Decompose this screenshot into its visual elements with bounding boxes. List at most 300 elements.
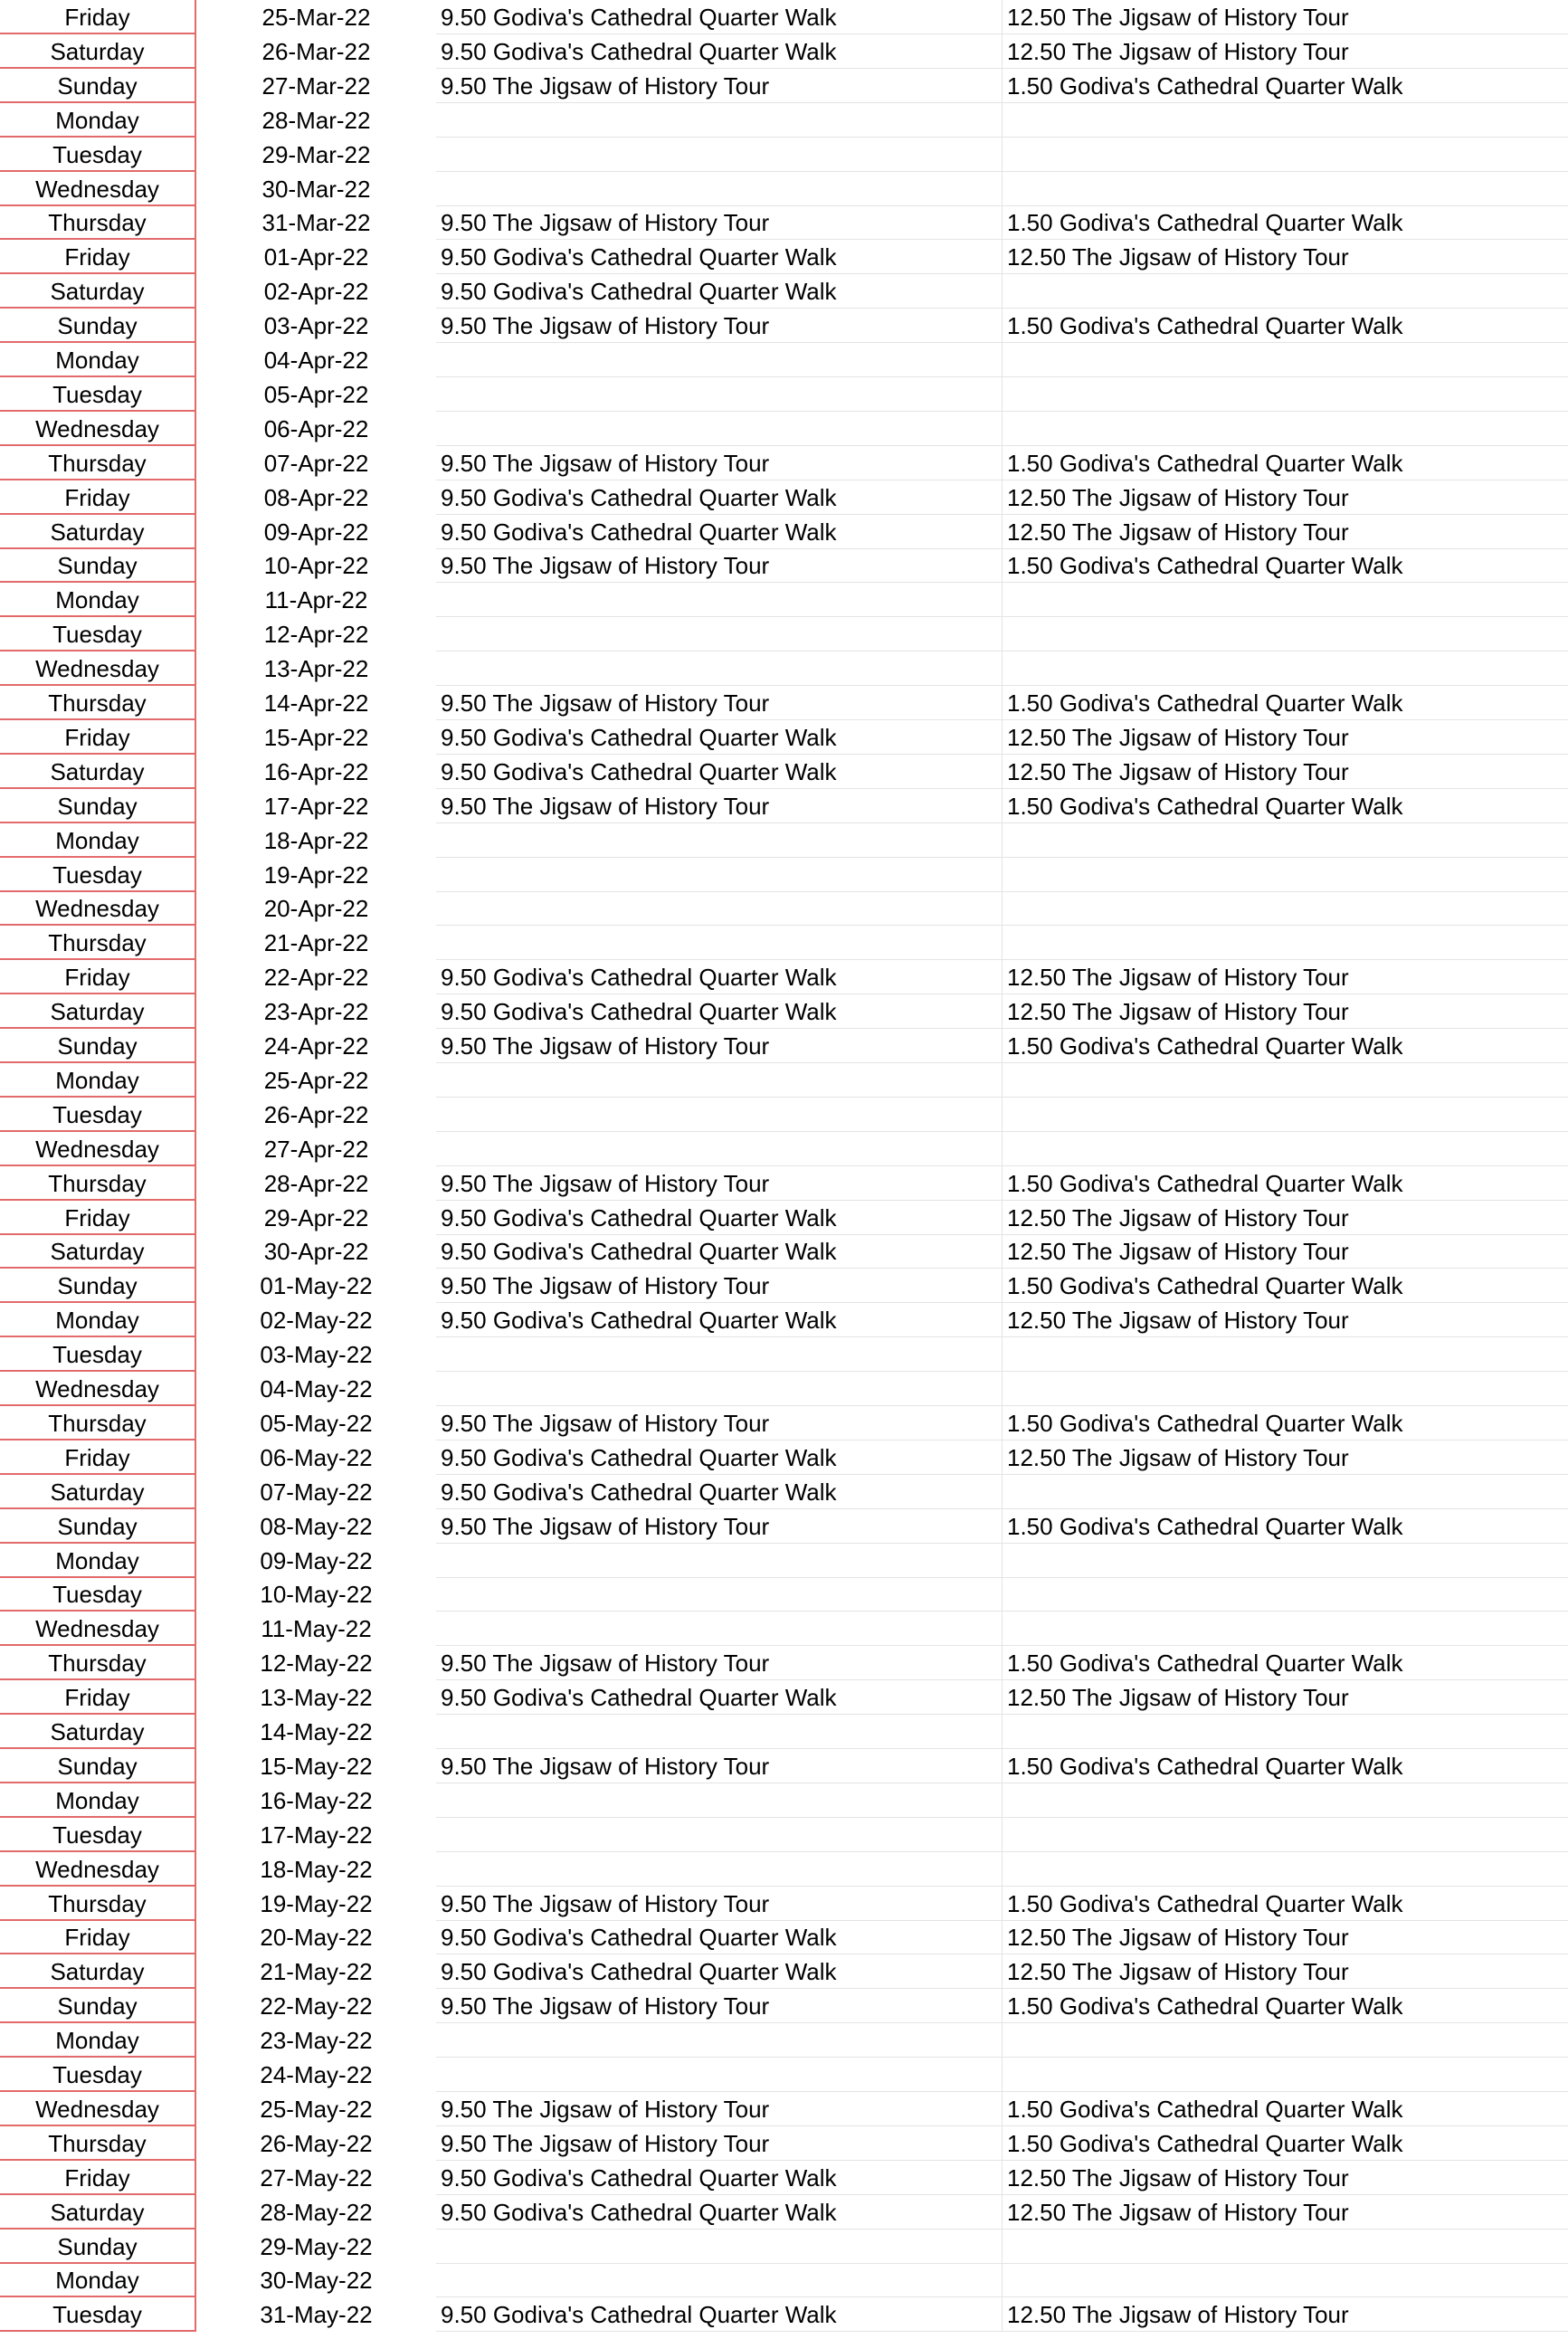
afternoon-tour-cell[interactable] bbox=[1002, 103, 1568, 138]
date-cell[interactable]: 12-May-22 bbox=[260, 1650, 373, 1677]
afternoon-tour-cell[interactable] bbox=[1002, 2263, 1568, 2297]
afternoon-tour-cell[interactable]: 12.50 The Jigsaw of History Tour bbox=[1002, 1201, 1568, 1235]
day-cell[interactable]: Thursday bbox=[0, 1646, 196, 1680]
table-row bbox=[0, 1029, 1568, 1063]
date-cell[interactable]: 17-May-22 bbox=[260, 1821, 373, 1849]
afternoon-tour-cell[interactable]: 1.50 Godiva's Cathedral Quarter Walk bbox=[1002, 1166, 1568, 1201]
afternoon-tour-cell[interactable] bbox=[1002, 1475, 1568, 1509]
morning-tour-cell[interactable] bbox=[436, 1098, 1002, 1132]
table-row bbox=[0, 412, 1568, 446]
table-row bbox=[0, 1612, 1568, 1646]
date-cell[interactable]: 31-May-22 bbox=[260, 2301, 373, 2328]
day-cell[interactable]: Tuesday bbox=[0, 617, 196, 651]
afternoon-tour-cell[interactable]: 1.50 Godiva's Cathedral Quarter Walk bbox=[1002, 1646, 1568, 1680]
afternoon-tour-cell[interactable]: 12.50 The Jigsaw of History Tour bbox=[1002, 1920, 1568, 1954]
date-cell[interactable]: 17-Apr-22 bbox=[263, 793, 369, 820]
day-cell[interactable]: Monday bbox=[0, 1783, 196, 1818]
table-row bbox=[0, 686, 1568, 720]
morning-tour-cell[interactable]: 9.50 The Jigsaw of History Tour bbox=[436, 548, 1002, 583]
morning-tour-cell[interactable]: 9.50 Godiva's Cathedral Quarter Walk bbox=[436, 2195, 1002, 2230]
date-cell[interactable]: 20-Apr-22 bbox=[263, 895, 369, 922]
date-cell[interactable]: 29-Mar-22 bbox=[261, 141, 371, 168]
date-cell[interactable]: 16-Apr-22 bbox=[263, 758, 369, 785]
day-cell[interactable]: Monday bbox=[0, 103, 196, 138]
morning-tour-cell[interactable]: 9.50 The Jigsaw of History Tour bbox=[436, 1269, 1002, 1303]
morning-tour-cell[interactable] bbox=[436, 583, 1002, 617]
day-cell[interactable]: Wednesday bbox=[0, 412, 196, 446]
afternoon-tour-cell[interactable] bbox=[1002, 1337, 1568, 1372]
afternoon-tour-cell[interactable] bbox=[1002, 2058, 1568, 2092]
date-cell[interactable]: 10-Apr-22 bbox=[263, 552, 369, 579]
morning-tour-cell[interactable] bbox=[436, 2230, 1002, 2264]
afternoon-tour-cell[interactable] bbox=[1002, 926, 1568, 960]
morning-tour-cell[interactable]: 9.50 The Jigsaw of History Tour bbox=[436, 205, 1002, 240]
afternoon-tour-cell[interactable] bbox=[1002, 617, 1568, 651]
morning-tour-cell[interactable] bbox=[436, 412, 1002, 446]
afternoon-tour-cell[interactable] bbox=[1002, 172, 1568, 206]
morning-tour-cell[interactable] bbox=[436, 1783, 1002, 1818]
morning-tour-cell[interactable] bbox=[436, 651, 1002, 686]
day-cell[interactable]: Thursday bbox=[0, 205, 196, 240]
day-cell[interactable]: Sunday bbox=[0, 789, 196, 823]
date-cell[interactable]: 30-Apr-22 bbox=[263, 1238, 369, 1265]
morning-tour-cell[interactable]: 9.50 The Jigsaw of History Tour bbox=[436, 309, 1002, 343]
morning-tour-cell[interactable]: 9.50 Godiva's Cathedral Quarter Walk bbox=[436, 34, 1002, 69]
date-cell[interactable]: 04-May-22 bbox=[260, 1375, 373, 1402]
afternoon-tour-cell[interactable]: 1.50 Godiva's Cathedral Quarter Walk bbox=[1002, 548, 1568, 583]
morning-tour-cell[interactable]: 9.50 Godiva's Cathedral Quarter Walk bbox=[436, 240, 1002, 274]
day-cell[interactable]: Friday bbox=[0, 240, 196, 274]
morning-tour-cell[interactable] bbox=[436, 1715, 1002, 1749]
table-row bbox=[0, 2230, 1568, 2264]
day-cell[interactable]: Friday bbox=[0, 960, 196, 994]
date-cell[interactable]: 13-May-22 bbox=[260, 1684, 373, 1711]
morning-tour-cell[interactable]: 9.50 Godiva's Cathedral Quarter Walk bbox=[436, 1440, 1002, 1475]
afternoon-tour-cell[interactable] bbox=[1002, 343, 1568, 377]
table-row bbox=[0, 1577, 1568, 1612]
date-cell[interactable]: 28-May-22 bbox=[260, 2199, 373, 2226]
table-row bbox=[0, 2058, 1568, 2092]
afternoon-tour-cell[interactable]: 12.50 The Jigsaw of History Tour bbox=[1002, 2195, 1568, 2230]
day-cell[interactable]: Sunday bbox=[0, 1989, 196, 2023]
afternoon-tour-cell[interactable]: 1.50 Godiva's Cathedral Quarter Walk bbox=[1002, 69, 1568, 103]
date-cell[interactable]: 26-Apr-22 bbox=[263, 1101, 369, 1128]
afternoon-tour-cell[interactable] bbox=[1002, 1612, 1568, 1646]
table-row bbox=[0, 1783, 1568, 1818]
date-cell[interactable]: 11-Apr-22 bbox=[264, 586, 368, 613]
morning-tour-cell[interactable] bbox=[436, 1852, 1002, 1887]
day-cell[interactable]: Monday bbox=[0, 2023, 196, 2058]
afternoon-tour-cell[interactable] bbox=[1002, 651, 1568, 686]
day-cell[interactable]: Sunday bbox=[0, 2230, 196, 2264]
afternoon-tour-cell[interactable] bbox=[1002, 1783, 1568, 1818]
afternoon-tour-cell[interactable]: 1.50 Godiva's Cathedral Quarter Walk bbox=[1002, 1749, 1568, 1783]
afternoon-tour-cell[interactable]: 12.50 The Jigsaw of History Tour bbox=[1002, 240, 1568, 274]
date-cell[interactable]: 25-Apr-22 bbox=[263, 1067, 369, 1094]
morning-tour-cell[interactable]: 9.50 Godiva's Cathedral Quarter Walk bbox=[436, 274, 1002, 309]
day-cell[interactable]: Thursday bbox=[0, 1406, 196, 1440]
morning-tour-cell[interactable] bbox=[436, 1818, 1002, 1852]
day-cell[interactable]: Friday bbox=[0, 1920, 196, 1954]
date-cell[interactable]: 02-May-22 bbox=[260, 1307, 373, 1334]
morning-tour-cell[interactable] bbox=[436, 1372, 1002, 1406]
day-cell[interactable]: Tuesday bbox=[0, 138, 196, 172]
date-cell[interactable]: 20-May-22 bbox=[260, 1924, 373, 1951]
table-row bbox=[0, 240, 1568, 274]
day-cell[interactable]: Monday bbox=[0, 823, 196, 858]
day-cell[interactable]: Friday bbox=[0, 1201, 196, 1235]
day-cell[interactable]: Monday bbox=[0, 343, 196, 377]
day-cell[interactable]: Saturday bbox=[0, 755, 196, 789]
date-cell[interactable]: 19-Apr-22 bbox=[263, 861, 369, 889]
date-cell[interactable]: 27-May-22 bbox=[260, 2164, 373, 2192]
date-cell[interactable]: 15-May-22 bbox=[260, 1753, 373, 1780]
morning-tour-cell[interactable]: 9.50 The Jigsaw of History Tour bbox=[436, 2126, 1002, 2161]
afternoon-tour-cell[interactable]: 12.50 The Jigsaw of History Tour bbox=[1002, 1303, 1568, 1337]
day-cell[interactable]: Sunday bbox=[0, 309, 196, 343]
afternoon-tour-cell[interactable]: 1.50 Godiva's Cathedral Quarter Walk bbox=[1002, 1989, 1568, 2023]
afternoon-tour-cell[interactable] bbox=[1002, 1544, 1568, 1578]
date-cell[interactable]: 30-May-22 bbox=[260, 2267, 373, 2294]
afternoon-tour-cell[interactable]: 12.50 The Jigsaw of History Tour bbox=[1002, 480, 1568, 515]
afternoon-tour-cell[interactable]: 12.50 The Jigsaw of History Tour bbox=[1002, 994, 1568, 1029]
afternoon-tour-cell[interactable] bbox=[1002, 1132, 1568, 1166]
afternoon-tour-cell[interactable] bbox=[1002, 377, 1568, 412]
afternoon-tour-cell[interactable] bbox=[1002, 1715, 1568, 1749]
afternoon-tour-cell[interactable] bbox=[1002, 1063, 1568, 1098]
day-cell[interactable]: Tuesday bbox=[0, 2058, 196, 2092]
afternoon-tour-cell[interactable]: 12.50 The Jigsaw of History Tour bbox=[1002, 2161, 1568, 2195]
afternoon-tour-cell[interactable]: 1.50 Godiva's Cathedral Quarter Walk bbox=[1002, 2126, 1568, 2161]
date-cell[interactable]: 25-May-22 bbox=[260, 2096, 373, 2123]
afternoon-tour-cell[interactable]: 12.50 The Jigsaw of History Tour bbox=[1002, 1954, 1568, 1989]
morning-tour-cell[interactable] bbox=[436, 1337, 1002, 1372]
day-cell[interactable]: Thursday bbox=[0, 446, 196, 480]
day-cell[interactable]: Saturday bbox=[0, 1715, 196, 1749]
morning-tour-cell[interactable]: 9.50 Godiva's Cathedral Quarter Walk bbox=[436, 720, 1002, 755]
afternoon-tour-cell[interactable] bbox=[1002, 1372, 1568, 1406]
date-cell[interactable]: 02-Apr-22 bbox=[263, 278, 369, 305]
morning-tour-cell[interactable]: 9.50 Godiva's Cathedral Quarter Walk bbox=[436, 2297, 1002, 2332]
afternoon-tour-cell[interactable]: 12.50 The Jigsaw of History Tour bbox=[1002, 1680, 1568, 1715]
date-cell[interactable]: 18-May-22 bbox=[260, 1856, 373, 1883]
table-row bbox=[0, 823, 1568, 858]
morning-tour-cell[interactable] bbox=[436, 617, 1002, 651]
afternoon-tour-cell[interactable]: 12.50 The Jigsaw of History Tour bbox=[1002, 960, 1568, 994]
date-cell[interactable]: 05-May-22 bbox=[260, 1410, 373, 1437]
afternoon-tour-cell[interactable]: 1.50 Godiva's Cathedral Quarter Walk bbox=[1002, 1269, 1568, 1303]
afternoon-tour-cell[interactable] bbox=[1002, 274, 1568, 309]
date-cell[interactable]: 16-May-22 bbox=[260, 1787, 373, 1814]
morning-tour-cell[interactable]: 9.50 The Jigsaw of History Tour bbox=[436, 789, 1002, 823]
afternoon-tour-cell[interactable] bbox=[1002, 1577, 1568, 1612]
date-cell[interactable]: 24-Apr-22 bbox=[263, 1032, 369, 1060]
date-cell[interactable]: 14-Apr-22 bbox=[263, 689, 369, 717]
morning-tour-cell[interactable] bbox=[436, 1612, 1002, 1646]
afternoon-tour-cell[interactable]: 12.50 The Jigsaw of History Tour bbox=[1002, 34, 1568, 69]
afternoon-tour-cell[interactable] bbox=[1002, 412, 1568, 446]
day-cell[interactable]: Wednesday bbox=[0, 1612, 196, 1646]
day-cell[interactable]: Tuesday bbox=[0, 858, 196, 892]
day-cell[interactable]: Sunday bbox=[0, 1029, 196, 1063]
day-cell[interactable]: Sunday bbox=[0, 1509, 196, 1544]
afternoon-tour-cell[interactable]: 1.50 Godiva's Cathedral Quarter Walk bbox=[1002, 2092, 1568, 2126]
date-cell[interactable]: 23-May-22 bbox=[260, 2027, 373, 2054]
date-cell[interactable]: 18-Apr-22 bbox=[263, 827, 369, 854]
date-cell[interactable]: 27-Apr-22 bbox=[263, 1136, 369, 1163]
day-cell[interactable]: Wednesday bbox=[0, 1852, 196, 1887]
table-row bbox=[0, 1680, 1568, 1715]
day-cell[interactable]: Wednesday bbox=[0, 1132, 196, 1166]
afternoon-tour-cell[interactable]: 1.50 Godiva's Cathedral Quarter Walk bbox=[1002, 1406, 1568, 1440]
date-cell[interactable]: 06-Apr-22 bbox=[263, 415, 369, 442]
date-cell[interactable]: 29-Apr-22 bbox=[263, 1204, 369, 1231]
afternoon-tour-cell[interactable] bbox=[1002, 2023, 1568, 2058]
afternoon-tour-cell[interactable] bbox=[1002, 1852, 1568, 1887]
date-cell[interactable]: 15-Apr-22 bbox=[263, 724, 369, 751]
morning-tour-cell[interactable]: 9.50 Godiva's Cathedral Quarter Walk bbox=[436, 755, 1002, 789]
date-cell[interactable]: 12-Apr-22 bbox=[263, 621, 369, 648]
date-cell[interactable]: 28-Apr-22 bbox=[263, 1170, 369, 1197]
morning-tour-cell[interactable]: 9.50 Godiva's Cathedral Quarter Walk bbox=[436, 515, 1002, 549]
date-cell[interactable]: 26-Mar-22 bbox=[261, 38, 371, 65]
day-cell[interactable]: Thursday bbox=[0, 1887, 196, 1921]
afternoon-tour-cell[interactable]: 12.50 The Jigsaw of History Tour bbox=[1002, 0, 1568, 34]
afternoon-tour-cell[interactable]: 12.50 The Jigsaw of History Tour bbox=[1002, 1234, 1568, 1269]
day-cell[interactable]: Friday bbox=[0, 2161, 196, 2195]
morning-tour-cell[interactable] bbox=[436, 172, 1002, 206]
day-cell[interactable]: Saturday bbox=[0, 1475, 196, 1509]
day-cell[interactable]: Tuesday bbox=[0, 1818, 196, 1852]
afternoon-tour-cell[interactable] bbox=[1002, 1098, 1568, 1132]
table-row bbox=[0, 1098, 1568, 1132]
day-cell[interactable]: Tuesday bbox=[0, 377, 196, 412]
day-cell[interactable]: Tuesday bbox=[0, 1337, 196, 1372]
table-row bbox=[0, 1132, 1568, 1166]
morning-tour-cell[interactable] bbox=[436, 858, 1002, 892]
date-cell[interactable]: 21-Apr-22 bbox=[263, 929, 369, 956]
date-cell[interactable]: 06-May-22 bbox=[260, 1444, 373, 1471]
morning-tour-cell[interactable] bbox=[436, 823, 1002, 858]
afternoon-tour-cell[interactable]: 1.50 Godiva's Cathedral Quarter Walk bbox=[1002, 446, 1568, 480]
morning-tour-cell[interactable] bbox=[436, 1132, 1002, 1166]
date-cell[interactable]: 05-Apr-22 bbox=[263, 381, 369, 408]
date-cell[interactable]: 09-Apr-22 bbox=[263, 518, 369, 546]
afternoon-tour-cell[interactable]: 1.50 Godiva's Cathedral Quarter Walk bbox=[1002, 205, 1568, 240]
date-cell[interactable]: 10-May-22 bbox=[260, 1581, 373, 1608]
day-cell[interactable]: Friday bbox=[0, 1680, 196, 1715]
day-cell[interactable]: Monday bbox=[0, 1063, 196, 1098]
day-cell[interactable]: Wednesday bbox=[0, 651, 196, 686]
afternoon-tour-cell[interactable]: 12.50 The Jigsaw of History Tour bbox=[1002, 755, 1568, 789]
afternoon-tour-cell[interactable]: 12.50 The Jigsaw of History Tour bbox=[1002, 1440, 1568, 1475]
morning-tour-cell[interactable]: 9.50 Godiva's Cathedral Quarter Walk bbox=[436, 1201, 1002, 1235]
morning-tour-cell[interactable]: 9.50 The Jigsaw of History Tour bbox=[436, 1989, 1002, 2023]
date-cell[interactable]: 11-May-22 bbox=[261, 1615, 372, 1642]
date-cell[interactable]: 03-May-22 bbox=[260, 1341, 373, 1368]
afternoon-tour-cell[interactable] bbox=[1002, 138, 1568, 172]
morning-tour-cell[interactable]: 9.50 Godiva's Cathedral Quarter Walk bbox=[436, 1920, 1002, 1954]
morning-tour-cell[interactable]: 9.50 The Jigsaw of History Tour bbox=[436, 2092, 1002, 2126]
table-row bbox=[0, 1475, 1568, 1509]
date-cell[interactable]: 04-Apr-22 bbox=[263, 347, 369, 374]
morning-tour-cell[interactable] bbox=[436, 343, 1002, 377]
day-cell[interactable]: Tuesday bbox=[0, 2297, 196, 2332]
day-cell[interactable]: Tuesday bbox=[0, 1098, 196, 1132]
morning-tour-cell[interactable]: 9.50 The Jigsaw of History Tour bbox=[436, 1646, 1002, 1680]
morning-tour-cell[interactable]: 9.50 The Jigsaw of History Tour bbox=[436, 686, 1002, 720]
table-row bbox=[0, 1954, 1568, 1989]
afternoon-tour-cell[interactable]: 1.50 Godiva's Cathedral Quarter Walk bbox=[1002, 1509, 1568, 1544]
day-cell[interactable]: Sunday bbox=[0, 1749, 196, 1783]
date-cell[interactable]: 07-Apr-22 bbox=[263, 450, 369, 477]
afternoon-tour-cell[interactable] bbox=[1002, 858, 1568, 892]
table-row bbox=[0, 1920, 1568, 1954]
date-cell[interactable]: 22-May-22 bbox=[260, 1992, 373, 2020]
morning-tour-cell[interactable]: 9.50 Godiva's Cathedral Quarter Walk bbox=[436, 1234, 1002, 1269]
morning-tour-cell[interactable] bbox=[436, 2023, 1002, 2058]
morning-tour-cell[interactable]: 9.50 Godiva's Cathedral Quarter Walk bbox=[436, 0, 1002, 34]
afternoon-tour-cell[interactable]: 12.50 The Jigsaw of History Tour bbox=[1002, 2297, 1568, 2332]
day-cell[interactable]: Friday bbox=[0, 1440, 196, 1475]
day-cell[interactable]: Sunday bbox=[0, 548, 196, 583]
day-cell[interactable]: Wednesday bbox=[0, 172, 196, 206]
day-cell[interactable]: Tuesday bbox=[0, 1577, 196, 1612]
morning-tour-cell[interactable] bbox=[436, 1063, 1002, 1098]
morning-tour-cell[interactable]: 9.50 Godiva's Cathedral Quarter Walk bbox=[436, 960, 1002, 994]
date-cell[interactable]: 13-Apr-22 bbox=[263, 655, 369, 682]
morning-tour-cell[interactable] bbox=[436, 891, 1002, 926]
date-cell[interactable]: 31-Mar-22 bbox=[261, 209, 371, 236]
date-cell[interactable]: 28-Mar-22 bbox=[261, 107, 371, 134]
day-cell[interactable]: Wednesday bbox=[0, 891, 196, 926]
morning-tour-cell[interactable]: 9.50 The Jigsaw of History Tour bbox=[436, 446, 1002, 480]
day-cell[interactable]: Saturday bbox=[0, 274, 196, 309]
morning-tour-cell[interactable] bbox=[436, 2058, 1002, 2092]
day-cell[interactable]: Sunday bbox=[0, 1269, 196, 1303]
day-cell[interactable]: Friday bbox=[0, 0, 196, 34]
afternoon-tour-cell[interactable] bbox=[1002, 583, 1568, 617]
day-cell[interactable]: Wednesday bbox=[0, 2092, 196, 2126]
date-cell[interactable]: 08-Apr-22 bbox=[263, 484, 369, 511]
day-cell[interactable]: Saturday bbox=[0, 34, 196, 69]
date-cell[interactable]: 22-Apr-22 bbox=[263, 964, 369, 991]
morning-tour-cell[interactable] bbox=[436, 1544, 1002, 1578]
date-cell[interactable]: 24-May-22 bbox=[260, 2061, 373, 2088]
morning-tour-cell[interactable]: 9.50 Godiva's Cathedral Quarter Walk bbox=[436, 1303, 1002, 1337]
day-cell[interactable]: Friday bbox=[0, 720, 196, 755]
table-row bbox=[0, 343, 1568, 377]
day-cell[interactable]: Thursday bbox=[0, 1166, 196, 1201]
day-cell[interactable]: Saturday bbox=[0, 515, 196, 549]
morning-tour-cell[interactable]: 9.50 Godiva's Cathedral Quarter Walk bbox=[436, 480, 1002, 515]
date-cell[interactable]: 29-May-22 bbox=[260, 2233, 373, 2260]
morning-tour-cell[interactable] bbox=[436, 138, 1002, 172]
date-cell[interactable]: 27-Mar-22 bbox=[261, 72, 371, 100]
morning-tour-cell[interactable] bbox=[436, 103, 1002, 138]
date-cell[interactable]: 23-Apr-22 bbox=[263, 998, 369, 1025]
date-cell[interactable]: 01-May-22 bbox=[260, 1272, 373, 1299]
table-row bbox=[0, 446, 1568, 480]
day-cell[interactable]: Friday bbox=[0, 480, 196, 515]
morning-tour-cell[interactable]: 9.50 Godiva's Cathedral Quarter Walk bbox=[436, 1954, 1002, 1989]
morning-tour-cell[interactable] bbox=[436, 926, 1002, 960]
afternoon-tour-cell[interactable] bbox=[1002, 891, 1568, 926]
day-cell[interactable]: Saturday bbox=[0, 2195, 196, 2230]
date-cell[interactable]: 07-May-22 bbox=[260, 1479, 373, 1506]
table-row bbox=[0, 994, 1568, 1029]
date-cell[interactable]: 26-May-22 bbox=[260, 2130, 373, 2157]
morning-tour-cell[interactable]: 9.50 The Jigsaw of History Tour bbox=[436, 1406, 1002, 1440]
table-row bbox=[0, 960, 1568, 994]
date-cell[interactable]: 30-Mar-22 bbox=[261, 176, 371, 203]
day-cell[interactable]: Monday bbox=[0, 2263, 196, 2297]
day-cell[interactable]: Sunday bbox=[0, 69, 196, 103]
table-row bbox=[0, 1509, 1568, 1544]
afternoon-tour-cell[interactable]: 1.50 Godiva's Cathedral Quarter Walk bbox=[1002, 309, 1568, 343]
date-cell[interactable]: 19-May-22 bbox=[260, 1890, 373, 1917]
morning-tour-cell[interactable]: 9.50 The Jigsaw of History Tour bbox=[436, 1509, 1002, 1544]
morning-tour-cell[interactable]: 9.50 The Jigsaw of History Tour bbox=[436, 1029, 1002, 1063]
morning-tour-cell[interactable]: 9.50 Godiva's Cathedral Quarter Walk bbox=[436, 994, 1002, 1029]
date-cell[interactable]: 08-May-22 bbox=[260, 1513, 373, 1540]
day-cell[interactable]: Thursday bbox=[0, 2126, 196, 2161]
afternoon-tour-cell[interactable] bbox=[1002, 1818, 1568, 1852]
afternoon-tour-cell[interactable]: 12.50 The Jigsaw of History Tour bbox=[1002, 720, 1568, 755]
table-row bbox=[0, 1372, 1568, 1406]
morning-tour-cell[interactable]: 9.50 The Jigsaw of History Tour bbox=[436, 69, 1002, 103]
table-row bbox=[0, 1201, 1568, 1235]
day-cell[interactable]: Saturday bbox=[0, 994, 196, 1029]
date-cell[interactable]: 21-May-22 bbox=[260, 1958, 373, 1985]
afternoon-tour-cell[interactable] bbox=[1002, 823, 1568, 858]
day-cell[interactable]: Monday bbox=[0, 583, 196, 617]
afternoon-tour-cell[interactable]: 1.50 Godiva's Cathedral Quarter Walk bbox=[1002, 789, 1568, 823]
afternoon-tour-cell[interactable]: 1.50 Godiva's Cathedral Quarter Walk bbox=[1002, 686, 1568, 720]
table-row bbox=[0, 2126, 1568, 2161]
day-cell[interactable]: Thursday bbox=[0, 686, 196, 720]
date-cell[interactable]: 14-May-22 bbox=[260, 1718, 373, 1745]
afternoon-tour-cell[interactable] bbox=[1002, 2230, 1568, 2264]
morning-tour-cell[interactable] bbox=[436, 377, 1002, 412]
table-row bbox=[0, 1303, 1568, 1337]
morning-tour-cell[interactable]: 9.50 The Jigsaw of History Tour bbox=[436, 1887, 1002, 1921]
day-cell[interactable]: Saturday bbox=[0, 1234, 196, 1269]
date-cell[interactable]: 01-Apr-22 bbox=[263, 243, 369, 271]
afternoon-tour-cell[interactable]: 12.50 The Jigsaw of History Tour bbox=[1002, 515, 1568, 549]
afternoon-tour-cell[interactable]: 1.50 Godiva's Cathedral Quarter Walk bbox=[1002, 1887, 1568, 1921]
day-cell[interactable]: Monday bbox=[0, 1303, 196, 1337]
morning-tour-cell[interactable]: 9.50 Godiva's Cathedral Quarter Walk bbox=[436, 2161, 1002, 2195]
day-cell[interactable]: Saturday bbox=[0, 1954, 196, 1989]
morning-tour-cell[interactable] bbox=[436, 1577, 1002, 1612]
morning-tour-cell[interactable]: 9.50 Godiva's Cathedral Quarter Walk bbox=[436, 1680, 1002, 1715]
morning-tour-cell[interactable]: 9.50 The Jigsaw of History Tour bbox=[436, 1166, 1002, 1201]
day-cell[interactable]: Thursday bbox=[0, 926, 196, 960]
afternoon-tour-cell[interactable]: 1.50 Godiva's Cathedral Quarter Walk bbox=[1002, 1029, 1568, 1063]
morning-tour-cell[interactable] bbox=[436, 2263, 1002, 2297]
table-row bbox=[0, 2092, 1568, 2126]
day-cell[interactable]: Wednesday bbox=[0, 1372, 196, 1406]
date-cell[interactable]: 03-Apr-22 bbox=[263, 312, 369, 339]
table-row bbox=[0, 138, 1568, 172]
date-cell[interactable]: 09-May-22 bbox=[260, 1547, 373, 1574]
morning-tour-cell[interactable]: 9.50 The Jigsaw of History Tour bbox=[436, 1749, 1002, 1783]
morning-tour-cell[interactable]: 9.50 Godiva's Cathedral Quarter Walk bbox=[436, 1475, 1002, 1509]
date-cell[interactable]: 25-Mar-22 bbox=[261, 4, 371, 31]
day-cell[interactable]: Monday bbox=[0, 1544, 196, 1578]
table-row bbox=[0, 515, 1568, 549]
